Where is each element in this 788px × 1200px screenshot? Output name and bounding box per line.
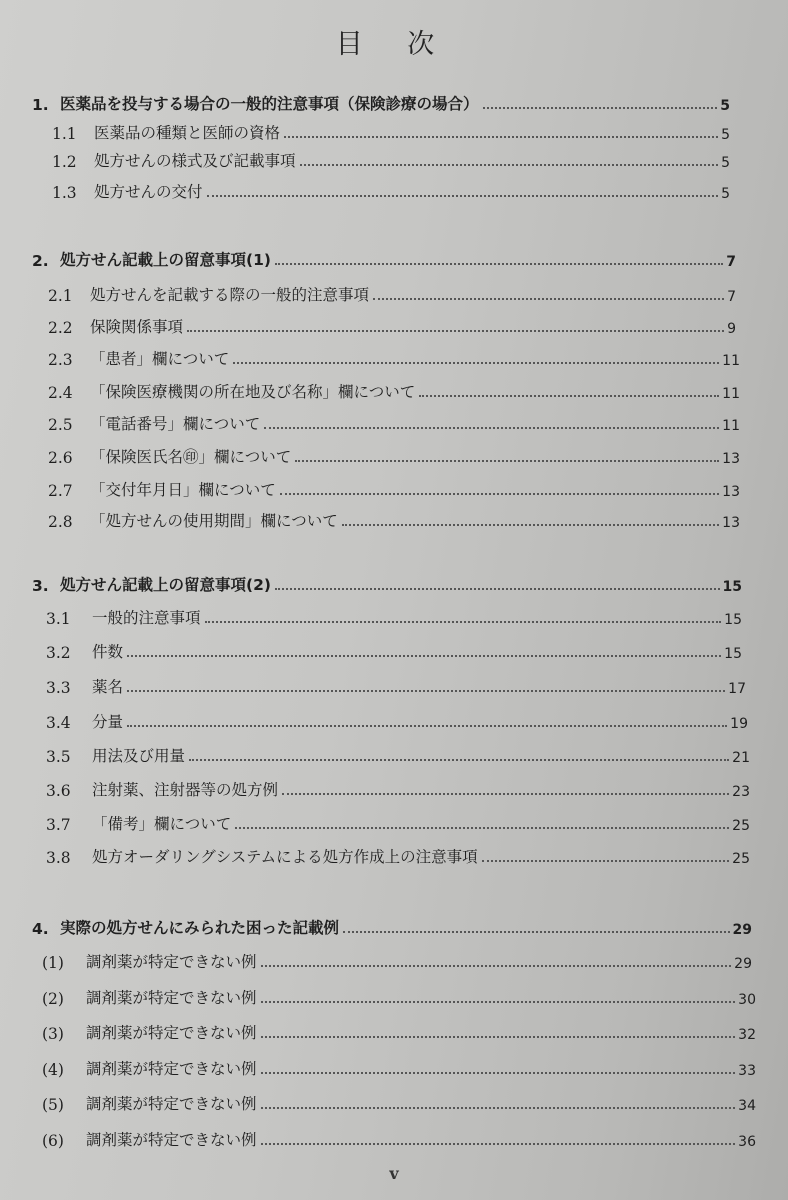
toc-page-number: 32: [738, 1027, 756, 1043]
toc-label: 「交付年月日」欄について: [90, 481, 276, 499]
toc-entry-2-3: [48, 345, 740, 369]
toc-number: 3.1: [46, 610, 71, 628]
toc-entry-4-5: [42, 1090, 756, 1114]
toc-page-number: 17: [728, 681, 746, 697]
toc-page-number: 30: [738, 992, 756, 1008]
toc-number: 3.4: [46, 714, 71, 732]
toc-label: 医薬品の種類と医師の資格: [94, 124, 281, 142]
toc-number: 3.8: [46, 849, 71, 867]
toc-page-number: 5: [720, 98, 730, 114]
toc-number: 3.6: [46, 782, 71, 800]
toc-number: 1.: [32, 96, 49, 114]
toc-label: 処方オーダリングシステムによる処方作成上の注意事項: [92, 848, 478, 866]
leader-dots: [261, 1106, 736, 1109]
toc-label: 用法及び用量: [92, 747, 186, 765]
toc-label: 処方せんの様式及び記載事項: [94, 152, 296, 170]
toc-label: 調剤薬が特定できない例: [86, 1095, 257, 1113]
toc-label: 件数: [92, 643, 124, 661]
toc-label: 調剤薬が特定できない例: [86, 989, 257, 1007]
toc-page-number: 21: [732, 750, 750, 766]
toc-label: 薬名: [92, 678, 124, 696]
leader-dots: [264, 426, 719, 429]
toc-heading-4: [32, 914, 752, 938]
toc-number: 1.3: [52, 184, 77, 202]
toc-number: (5): [42, 1096, 64, 1114]
toc-entry-3-4: [46, 708, 748, 732]
toc-label: 調剤薬が特定できない例: [86, 1060, 257, 1078]
toc-label: 処方せん記載上の留意事項(1): [60, 251, 271, 269]
leader-dots: [127, 654, 721, 657]
toc-entry-1-3: [52, 178, 730, 202]
toc-entry-4-6: [42, 1126, 756, 1150]
toc-number: (1): [42, 954, 64, 972]
toc-page-number: 36: [738, 1134, 756, 1150]
leader-dots: [187, 329, 724, 332]
toc-entry-3-2: [46, 638, 742, 662]
toc-page-number: 19: [730, 716, 748, 732]
toc-page-number: 13: [722, 451, 740, 467]
leader-dots: [419, 394, 719, 397]
toc-label: 分量: [92, 713, 124, 731]
toc-number: (6): [42, 1132, 64, 1150]
leader-dots: [127, 724, 727, 727]
toc-entry-4-3: [42, 1019, 756, 1043]
toc-page-number: 13: [722, 515, 740, 531]
toc-number: (2): [42, 990, 64, 1008]
leader-dots: [373, 297, 724, 300]
leader-dots: [233, 361, 719, 364]
toc-entry-3-3: [46, 673, 746, 697]
toc-page-number: 11: [722, 418, 740, 434]
toc-number: (4): [42, 1061, 64, 1079]
toc-heading-1: [32, 90, 730, 114]
leader-dots: [284, 135, 718, 138]
toc-page-number: 11: [722, 353, 740, 369]
toc-entry-2-4: [48, 378, 740, 402]
leader-dots: [261, 964, 732, 967]
toc-page-number: 7: [726, 254, 736, 270]
toc-number: 2.8: [48, 513, 73, 531]
toc-label: 保険関係事項: [90, 318, 184, 336]
toc-number: 2.: [32, 252, 49, 270]
toc-label: 「処方せんの使用期間」欄について: [90, 512, 338, 530]
toc-number: 3.7: [46, 816, 71, 834]
toc-entry-4-4: [42, 1055, 756, 1079]
toc-number: 1.2: [52, 153, 77, 171]
toc-label: 「電話番号」欄について: [90, 415, 261, 433]
toc-label: 「患者」欄について: [90, 350, 230, 368]
toc-number: 3.3: [46, 679, 71, 697]
toc-page-number: 33: [738, 1063, 756, 1079]
toc-entry-3-7: [46, 810, 750, 834]
toc-number: 2.5: [48, 416, 73, 434]
toc-page-number: 25: [732, 818, 750, 834]
toc-page-number: 7: [727, 289, 736, 305]
leader-dots: [275, 262, 723, 265]
page-title: 目 次: [335, 29, 453, 60]
toc-page-number: 15: [722, 579, 742, 595]
toc-label: 処方せん記載上の留意事項(2): [60, 576, 271, 594]
toc-label: 注射薬、注射器等の処方例: [92, 781, 279, 799]
toc-number: 2.7: [48, 482, 73, 500]
leader-dots: [207, 194, 719, 197]
toc-number: 3.2: [46, 644, 71, 662]
toc-page-number: 34: [738, 1098, 756, 1114]
toc-label: 処方せんを記載する際の一般的注意事項: [90, 286, 370, 304]
toc-page-number: 29: [734, 956, 752, 972]
toc-number: 2.6: [48, 449, 73, 467]
leader-dots: [235, 826, 729, 829]
toc-page-number: 13: [722, 484, 740, 500]
toc-entry-3-1: [46, 604, 742, 628]
leader-dots: [295, 459, 719, 462]
toc-number: 1.1: [52, 125, 77, 143]
toc-page-number: 25: [732, 851, 750, 867]
toc-number: 2.4: [48, 384, 73, 402]
toc-label: 実際の処方せんにみられた困った記載例: [60, 919, 340, 937]
toc-number: 2.3: [48, 351, 73, 369]
toc-page-number: 5: [721, 127, 730, 143]
toc-number: (3): [42, 1025, 64, 1043]
toc-entry-2-5: [48, 410, 740, 434]
toc-entry-4-2: [42, 984, 756, 1008]
toc-entry-1-2: [52, 147, 730, 171]
leader-dots: [343, 930, 730, 933]
toc-entry-2-1: [48, 281, 736, 305]
toc-number: 4.: [32, 920, 49, 938]
leader-dots: [300, 163, 719, 166]
toc-page-number: 15: [724, 646, 742, 662]
leader-dots: [482, 859, 730, 862]
toc-heading-3: [32, 571, 742, 595]
leader-dots: [261, 1142, 736, 1145]
leader-dots: [280, 492, 719, 495]
toc-heading-2: [32, 246, 736, 270]
toc-page-number: 15: [724, 612, 742, 628]
toc-entry-3-6: [46, 776, 750, 800]
toc-label: 「保険医氏名㊞」欄について: [90, 448, 292, 466]
toc-number: 3.5: [46, 748, 71, 766]
leader-dots: [261, 1000, 736, 1003]
toc-page-number: 11: [722, 386, 740, 402]
toc-label: 調剤薬が特定できない例: [86, 953, 257, 971]
toc-number: 3.: [32, 577, 49, 595]
leader-dots: [483, 106, 718, 109]
toc-label: 医薬品を投与する場合の一般的注意事項（保険診療の場合）: [60, 95, 479, 113]
leader-dots: [205, 620, 722, 623]
toc-page-number: 23: [732, 784, 750, 800]
toc-label: 調剤薬が特定できない例: [86, 1131, 257, 1149]
toc-number: 2.2: [48, 319, 73, 337]
toc-label: 一般的注意事項: [92, 609, 201, 627]
toc-entry-4-1: [42, 948, 752, 972]
leader-dots: [342, 523, 719, 526]
page-footer-number: v: [389, 1164, 399, 1183]
toc-page-number: 5: [721, 186, 730, 202]
toc-number: 2.1: [48, 287, 73, 305]
toc-label: 調剤薬が特定できない例: [86, 1024, 257, 1042]
toc-entry-2-8: [48, 507, 740, 531]
toc-entry-2-6: [48, 443, 740, 467]
toc-label: 処方せんの交付: [94, 183, 203, 201]
toc-page-number: 9: [727, 321, 736, 337]
toc-entry-1-1: [52, 119, 730, 143]
toc-entry-2-7: [48, 476, 740, 500]
leader-dots: [261, 1035, 736, 1038]
toc-entry-3-8: [46, 843, 750, 867]
toc-page-number: 29: [732, 922, 752, 938]
leader-dots: [127, 689, 725, 692]
leader-dots: [275, 587, 720, 590]
leader-dots: [189, 758, 729, 761]
toc-entry-3-5: [46, 742, 750, 766]
toc-page-number: 5: [721, 155, 730, 171]
toc-label: 「保険医療機関の所在地及び名称」欄について: [90, 383, 416, 401]
leader-dots: [261, 1071, 736, 1074]
toc-entry-2-2: [48, 313, 736, 337]
leader-dots: [282, 792, 729, 795]
toc-label: 「備考」欄について: [92, 815, 232, 833]
